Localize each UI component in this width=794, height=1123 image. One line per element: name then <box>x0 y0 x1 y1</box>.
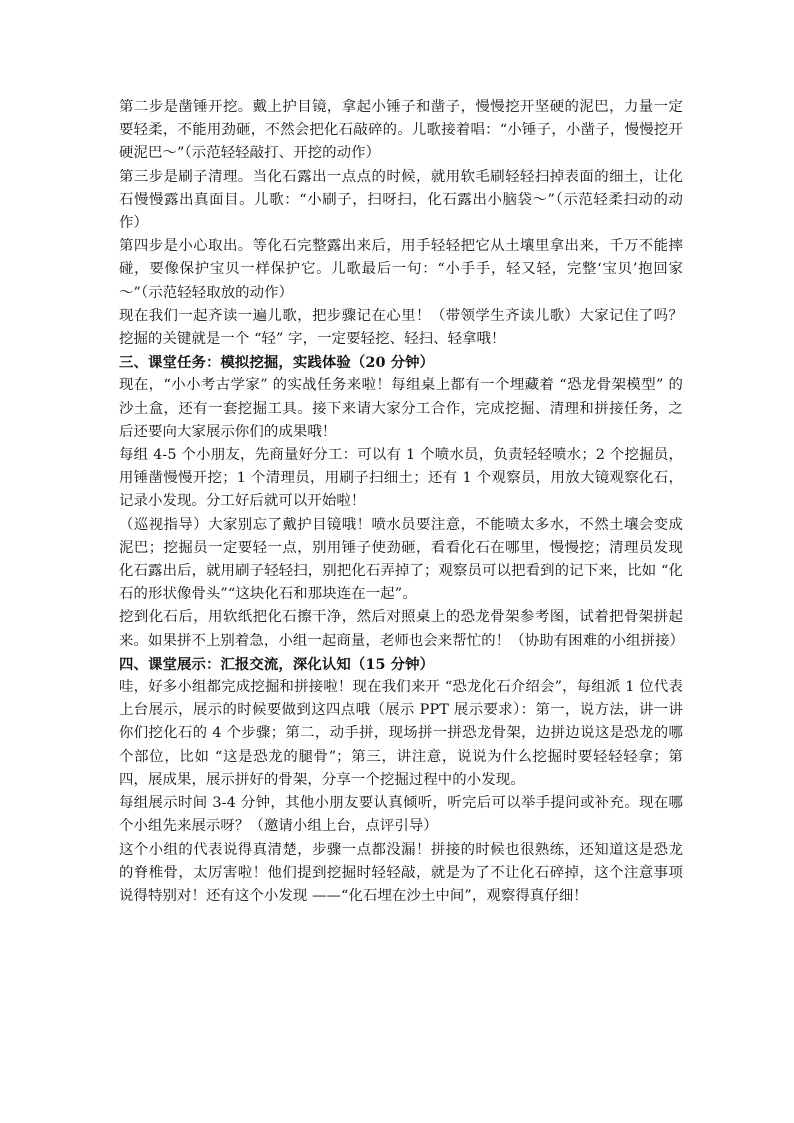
paragraph-read-together: 现在我们一起齐读一遍儿歌，把步骤记在心里！（带领学生齐读儿歌）大家记住了吗？挖掘的关键就是一个 “轻” 字，一定要轻挖、轻扫、轻拿哦！ <box>119 307 683 348</box>
paragraph-display-requirements: 哇，好多小组都完成挖掘和拼接啦！现在我们来开 “恐龙化石介绍会”，每组派 1 位代表上台展示，展示的时候要做到这四点哦（展示 PPT 展示要求）：第一，说方法，讲一讲你们挖化石的 4 个步骤；第二，动手拼，现场拼一拼恐龙骨架，边拼边说这是恐龙的哪个部位，比如 “这是恐龙的腿骨”；第三，讲注意，说说为什么挖掘时要轻轻轻拿；第四，展成果，展示拼好的骨架，分享一个挖掘过程中的小发现。 <box>119 679 683 788</box>
paragraph-task-intro: 现在，“小小考古学家” 的实战任务来啦！每组桌上都有一个埋藏着 “恐龙骨架模型” 的沙土盒，还有一套挖掘工具。接下来请大家分工合作，完成挖掘、清理和拼接任务，之后还要向大家展示你们的成果哦！ <box>119 377 683 440</box>
section-heading-classroom-display: 四、课堂展示：汇报交流，深化认知（15 分钟） <box>119 655 435 673</box>
paragraph-step-two: 第二步是凿锤开挖。戴上护目镜，拿起小锤子和凿子，慢慢挖开坚硬的泥巴，力量一定要轻柔，不能用劲砸，不然会把化石敲碎的。儿歌接着唱：“小锤子，小凿子，慢慢挖开硬泥巴～”（示范轻轻敲打、开挖的动作） <box>119 99 683 162</box>
paragraph-step-four: 第四步是小心取出。等化石完整露出来后，用手轻轻把它从土壤里拿出来，千万不能摔碰，要像保护宝贝一样保护它。儿歌最后一句：“小手手，轻又轻，完整‘宝贝’抱回家～”（示范轻轻取放的动作） <box>119 238 683 301</box>
paragraph-assemble-skeleton: 挖到化石后，用软纸把化石擦干净，然后对照桌上的恐龙骨架参考图，试着把骨架拼起来。如果拼不上别着急，小组一起商量，老师也会来帮忙的！（协助有困难的小组拼接） <box>119 609 685 649</box>
document-body <box>119 96 683 908</box>
paragraph-display-time: 每组展示时间 3-4 分钟，其他小朋友要认真倾听，听完后可以举手提问或补充。现在哪个小组先来展示呀？（邀请小组上台，点评引导） <box>119 795 683 835</box>
paragraph-group-roles: 每组 4-5 个小朋友，先商量好分工：可以有 1 个喷水员，负责轻轻喷水；2 个挖掘员，用锤凿慢慢开挖；1 个清理员，用刷子扫细土；还有 1 个观察员，用放大镜观察化石，记录小发现。分工好后就可以开始啦！ <box>119 447 683 510</box>
paragraph-step-three: 第三步是刷子清理。当化石露出一点点的时候，就用软毛刷轻轻扫掉表面的细土，让化石慢慢露出真面目。儿歌：“小刷子，扫呀扫，化石露出小脑袋～”（示范轻柔扫动的动作） <box>119 168 683 232</box>
paragraph-patrol-guidance: （巡视指导）大家别忘了戴护目镜哦！喷水员要注意，不能喷太多水，不然土壤会变成泥巴；挖掘员一定要轻一点，别用锤子使劲砸，看看化石在哪里，慢慢挖；清理员发现化石露出后，就用刷子轻轻扫，别把化石弄掉了；观察员可以把看到的记下来，比如 “化石的形状像骨头”“这块化石和那块连在一起”。 <box>119 516 683 603</box>
section-heading-classroom-task: 三、课堂任务：模拟挖掘，实践体验（20 分钟） <box>119 354 435 372</box>
paragraph-teacher-comment: 这个小组的代表说得真清楚，步骤一点都没漏！拼接的时候也很熟练，还知道这是恐龙的脊椎骨，太厉害啦！他们提到挖掘时轻轻敲，就是为了不让化石碎掉，这个注意事项说得特别对！还有这个小发现 ——“化石埋在沙土中间”，观察得真仔细！ <box>119 841 683 904</box>
